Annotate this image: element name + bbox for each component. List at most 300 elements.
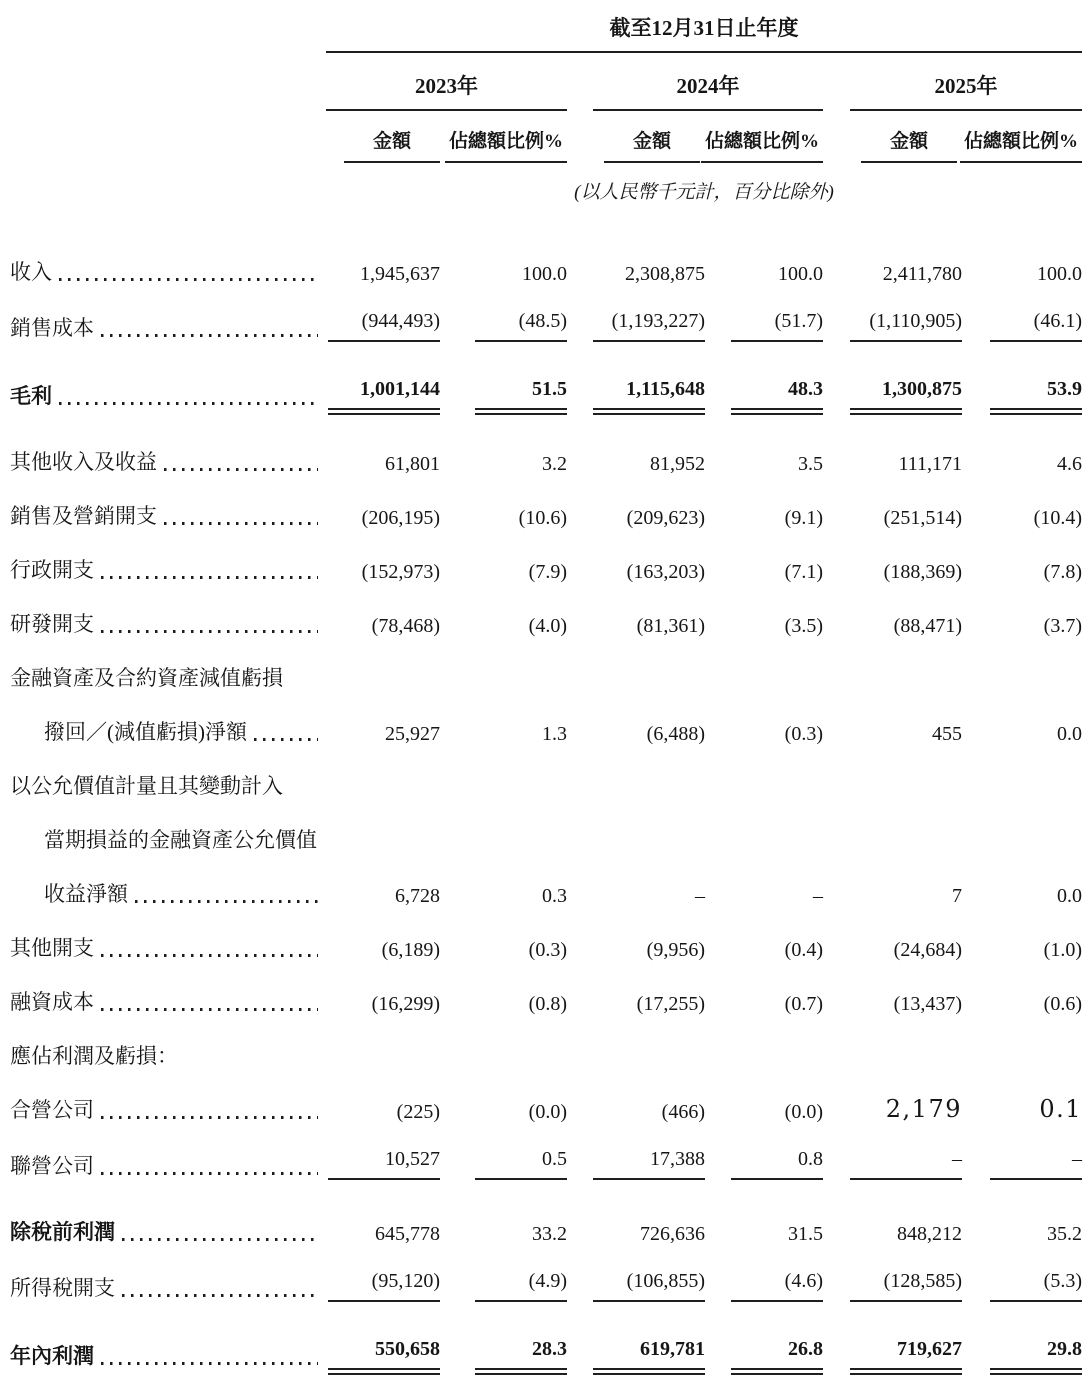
row-label-text: 行政開支	[10, 558, 94, 582]
amount-value: (466)	[661, 1101, 705, 1123]
pct-cell	[700, 596, 823, 650]
pct-cell	[957, 596, 1082, 650]
amount-value: (6,189)	[381, 939, 440, 961]
amount-value: 848,212	[897, 1223, 962, 1245]
row-label	[10, 704, 326, 758]
pct-value: (46.1)	[990, 310, 1082, 342]
amount-value: (209,623)	[626, 507, 705, 529]
column-gap	[567, 920, 593, 974]
dot-leader	[59, 402, 318, 405]
pct-column-header-2024: 佔總額比例%	[700, 110, 823, 163]
pct-value: 0.3	[542, 885, 567, 907]
pct-value: (3.5)	[784, 615, 823, 637]
column-gap	[567, 110, 593, 163]
pct-value: (10.4)	[1033, 507, 1082, 529]
table-row	[10, 596, 1082, 650]
amount-value: (152,973)	[361, 561, 440, 583]
amount-value: (13,437)	[893, 993, 962, 1015]
row-label	[10, 542, 326, 596]
amount-cell	[850, 1258, 962, 1318]
amount-value: –	[695, 885, 705, 907]
column-gap	[823, 812, 850, 866]
column-gap	[823, 596, 850, 650]
column-gap	[823, 488, 850, 542]
amount-cell	[593, 650, 700, 704]
amount-value: 455	[932, 723, 962, 745]
row-label-text: 其他收入及收益	[10, 450, 157, 474]
pct-value: (0.0)	[784, 1101, 823, 1123]
column-gap	[567, 1318, 593, 1386]
amount-value: (78,468)	[371, 615, 440, 637]
amount-cell	[593, 1136, 705, 1196]
amount-column-header-2025: 金額	[850, 110, 957, 163]
column-gap	[823, 1082, 850, 1136]
pct-value: 0.8	[731, 1148, 823, 1180]
amount-value: (188,369)	[883, 561, 962, 583]
dot-leader	[164, 468, 318, 471]
pct-cell	[440, 920, 567, 974]
column-gap	[823, 920, 850, 974]
pct-cell	[440, 1258, 567, 1318]
amount-value: 81,952	[650, 453, 705, 475]
pct-value: (0.0)	[528, 1101, 567, 1123]
column-gap	[567, 210, 593, 298]
pct-value: (0.3)	[528, 939, 567, 961]
pct-cell	[957, 1196, 1082, 1258]
amount-cell	[850, 1196, 962, 1258]
column-gap	[823, 1028, 850, 1082]
pct-value: 33.2	[532, 1223, 567, 1245]
year-header-row	[10, 52, 1082, 110]
amount-value: 2,179	[885, 1095, 962, 1124]
amount-cell	[326, 542, 440, 596]
pct-value: (1.0)	[1043, 939, 1082, 961]
amount-value: 61,801	[385, 453, 440, 475]
pct-cell	[957, 920, 1082, 974]
pct-value: (9.1)	[784, 507, 823, 529]
dot-leader	[122, 1294, 318, 1297]
pct-value: (0.7)	[784, 993, 823, 1015]
row-label-text: 收益淨額	[44, 882, 128, 906]
amount-value: (944,493)	[328, 310, 440, 342]
pct-cell	[440, 298, 567, 358]
row-label-text: 聯營公司	[10, 1154, 94, 1178]
amount-value: 25,927	[385, 723, 440, 745]
amount-cell	[593, 704, 705, 758]
amount-cell	[326, 426, 440, 488]
amount-value: 719,627	[850, 1338, 962, 1370]
table-row	[10, 488, 1082, 542]
column-gap	[823, 1318, 850, 1386]
amount-value: (163,203)	[626, 561, 705, 583]
amount-cell	[593, 542, 705, 596]
pct-cell	[440, 1196, 567, 1258]
row-label-text: 金融資產及合約資產減值虧損	[10, 666, 283, 690]
amount-cell	[593, 758, 700, 812]
row-label-text: 合營公司	[10, 1098, 94, 1122]
pct-value: 0.0	[1057, 723, 1082, 745]
amount-value: 550,658	[328, 1338, 440, 1370]
pct-value: 3.2	[542, 453, 567, 475]
amount-value: (106,855)	[593, 1270, 705, 1302]
column-gap	[823, 974, 850, 1028]
pct-value: 0.5	[475, 1148, 567, 1180]
year-header-2023: 2023年	[326, 52, 567, 110]
amount-value: (225)	[396, 1101, 440, 1123]
pct-cell	[700, 542, 823, 596]
column-gap	[823, 1136, 850, 1196]
pct-value: 100.0	[522, 263, 567, 285]
amount-value: 1,001,144	[328, 378, 440, 410]
amount-cell	[593, 1082, 705, 1136]
column-gap	[567, 52, 593, 110]
pct-cell	[957, 758, 1082, 812]
pct-cell	[440, 488, 567, 542]
dot-leader	[122, 1238, 318, 1241]
row-label-text: 除稅前利潤	[10, 1220, 115, 1244]
dot-leader	[101, 1116, 318, 1119]
table-row	[10, 358, 1082, 426]
amount-cell	[326, 758, 440, 812]
pct-value: 53.9	[990, 378, 1082, 410]
pct-value: 31.5	[788, 1223, 823, 1245]
table-row	[10, 704, 1082, 758]
row-label	[10, 920, 326, 974]
amount-cell	[326, 596, 440, 650]
pct-cell	[440, 210, 567, 298]
column-gap	[567, 426, 593, 488]
row-label-text: 當期損益的金融資產公允價值	[44, 828, 317, 852]
row-label	[10, 358, 326, 426]
table-row	[10, 650, 1082, 704]
column-gap	[567, 758, 593, 812]
pct-value: (4.0)	[528, 615, 567, 637]
pct-cell	[700, 1318, 823, 1386]
column-gap	[823, 1196, 850, 1258]
column-gap	[823, 704, 850, 758]
column-gap	[567, 704, 593, 758]
row-label	[10, 1136, 326, 1196]
table-row	[10, 812, 1082, 866]
amount-cell	[326, 704, 440, 758]
dot-leader	[101, 334, 318, 337]
dot-leader	[101, 630, 318, 633]
amount-cell	[593, 210, 705, 298]
pct-column-header-2023: 佔總額比例%	[440, 110, 567, 163]
amount-cell	[850, 426, 962, 488]
pct-cell	[440, 596, 567, 650]
pct-value: 100.0	[1037, 263, 1082, 285]
row-label	[10, 488, 326, 542]
pct-value: 3.5	[798, 453, 823, 475]
amount-cell	[593, 1318, 705, 1386]
pct-value: 26.8	[731, 1338, 823, 1370]
pct-value: 51.5	[475, 378, 567, 410]
pct-cell	[700, 298, 823, 358]
amount-value: 7	[952, 885, 962, 907]
pct-value: 0.0	[1057, 885, 1082, 907]
year-header-2025: 2025年	[850, 52, 1082, 110]
pct-cell	[957, 1082, 1082, 1136]
pct-cell	[957, 974, 1082, 1028]
row-label	[10, 974, 326, 1028]
amount-cell	[593, 1028, 700, 1082]
column-gap	[567, 1028, 593, 1082]
pct-value: 100.0	[778, 263, 823, 285]
row-label	[10, 1196, 326, 1258]
column-gap	[567, 542, 593, 596]
amount-cell	[850, 542, 962, 596]
amount-value: (88,471)	[893, 615, 962, 637]
amount-cell	[850, 758, 957, 812]
dot-leader	[164, 522, 318, 525]
pct-cell	[700, 758, 823, 812]
pct-value: (4.6)	[731, 1270, 823, 1302]
column-gap	[567, 866, 593, 920]
period-title-row	[10, 12, 1082, 52]
row-label	[10, 426, 326, 488]
pct-cell	[957, 1318, 1082, 1386]
amount-value: (24,684)	[893, 939, 962, 961]
amount-value: 10,527	[328, 1148, 440, 1180]
amount-cell	[850, 650, 957, 704]
pct-cell	[700, 1082, 823, 1136]
table-row	[10, 920, 1082, 974]
pct-cell	[957, 1136, 1082, 1196]
pct-cell	[700, 812, 823, 866]
amount-cell	[326, 1136, 440, 1196]
amount-cell	[326, 1196, 440, 1258]
column-gap	[567, 596, 593, 650]
amount-value: (81,361)	[636, 615, 705, 637]
amount-cell	[593, 298, 705, 358]
column-gap	[567, 1082, 593, 1136]
amount-value: 1,115,648	[593, 378, 705, 410]
pct-cell	[957, 704, 1082, 758]
pct-cell	[700, 650, 823, 704]
dot-leader	[101, 954, 318, 957]
pct-value: (0.3)	[784, 723, 823, 745]
amount-value: 2,308,875	[625, 263, 705, 285]
pct-value: (10.6)	[518, 507, 567, 529]
table-row	[10, 1028, 1082, 1082]
pct-value: (0.6)	[1043, 993, 1082, 1015]
pct-cell	[440, 1028, 567, 1082]
column-gap	[823, 210, 850, 298]
amount-cell	[593, 358, 705, 426]
amount-cell	[850, 812, 957, 866]
pct-value: (7.9)	[528, 561, 567, 583]
pct-value: (5.3)	[990, 1270, 1082, 1302]
amount-value: 1,945,637	[360, 263, 440, 285]
period-title: 截至12月31日止年度	[326, 12, 1082, 52]
pct-cell	[440, 1082, 567, 1136]
pct-cell	[700, 358, 823, 426]
pct-cell	[700, 1258, 823, 1318]
dot-leader	[101, 1172, 318, 1175]
amount-value: (206,195)	[361, 507, 440, 529]
pct-value: (7.8)	[1043, 561, 1082, 583]
row-label-text: 年內利潤	[10, 1344, 94, 1368]
pct-cell	[440, 974, 567, 1028]
pct-column-header-2025: 佔總額比例%	[957, 110, 1082, 163]
pct-value: (51.7)	[731, 310, 823, 342]
pct-value: 28.3	[475, 1338, 567, 1370]
unit-note: (以人民幣千元計，百分比除外)	[574, 182, 834, 203]
row-label	[10, 812, 326, 866]
amount-value: (95,120)	[328, 1270, 440, 1302]
amount-cell	[326, 1318, 440, 1386]
column-gap	[567, 812, 593, 866]
amount-cell	[326, 812, 440, 866]
row-label	[10, 596, 326, 650]
column-gap	[823, 426, 850, 488]
row-label-text: 應佔利潤及虧損：	[10, 1044, 178, 1068]
amount-cell	[326, 1028, 440, 1082]
amount-cell	[850, 1082, 962, 1136]
pct-cell	[957, 1258, 1082, 1318]
pct-value: –	[813, 885, 823, 907]
amount-cell	[326, 298, 440, 358]
column-gap	[567, 974, 593, 1028]
amount-cell	[326, 1082, 440, 1136]
table-row	[10, 1258, 1082, 1318]
dot-leader	[254, 738, 318, 741]
amount-value: (1,193,227)	[593, 310, 705, 342]
table-row	[10, 866, 1082, 920]
pct-value: –	[990, 1148, 1082, 1180]
amount-cell	[850, 974, 962, 1028]
amount-cell	[850, 1136, 962, 1196]
table-row	[10, 210, 1082, 298]
amount-value: (128,585)	[850, 1270, 962, 1302]
amount-cell	[850, 866, 962, 920]
pct-cell	[700, 974, 823, 1028]
row-label-text: 收入	[10, 260, 52, 284]
column-gap	[567, 1258, 593, 1318]
pct-cell	[440, 426, 567, 488]
row-label	[10, 1082, 326, 1136]
amount-value: (17,255)	[636, 993, 705, 1015]
pct-value: (7.1)	[784, 561, 823, 583]
amount-cell	[850, 210, 962, 298]
pct-cell	[700, 1136, 823, 1196]
column-gap	[823, 52, 850, 110]
amount-value: 726,636	[640, 1223, 705, 1245]
amount-value: 619,781	[593, 1338, 705, 1370]
amount-cell	[593, 974, 705, 1028]
pct-cell	[700, 866, 823, 920]
pct-value: 29.8	[990, 1338, 1082, 1370]
row-label-text: 銷售及營銷開支	[10, 504, 157, 528]
pct-cell	[957, 542, 1082, 596]
pct-value: (48.5)	[475, 310, 567, 342]
column-gap	[567, 298, 593, 358]
amount-cell	[850, 704, 962, 758]
row-label-text: 撥回／(減值虧損)淨額	[44, 720, 247, 744]
row-label	[10, 1258, 326, 1318]
pct-cell	[957, 650, 1082, 704]
pct-cell	[700, 1196, 823, 1258]
dot-leader	[135, 900, 318, 903]
amount-cell	[850, 298, 962, 358]
column-gap	[567, 488, 593, 542]
pct-cell	[957, 298, 1082, 358]
amount-cell	[326, 974, 440, 1028]
row-label	[10, 1028, 326, 1082]
pct-cell	[440, 358, 567, 426]
amount-cell	[850, 596, 962, 650]
amount-value: 6,728	[395, 885, 440, 907]
pct-cell	[957, 358, 1082, 426]
column-gap	[567, 650, 593, 704]
amount-cell	[326, 866, 440, 920]
amount-value: (1,110,905)	[850, 310, 962, 342]
income-statement-table	[10, 12, 1082, 1386]
amount-cell	[593, 866, 705, 920]
table-row	[10, 1136, 1082, 1196]
table-row	[10, 298, 1082, 358]
amount-cell	[326, 210, 440, 298]
pct-value: (0.4)	[784, 939, 823, 961]
pct-cell	[700, 426, 823, 488]
column-gap	[823, 758, 850, 812]
pct-value: (0.8)	[528, 993, 567, 1015]
table-row	[10, 1318, 1082, 1386]
amount-cell	[326, 488, 440, 542]
pct-value: 35.2	[1047, 1223, 1082, 1245]
pct-cell	[957, 812, 1082, 866]
amount-cell	[593, 1196, 705, 1258]
amount-value: –	[850, 1148, 962, 1180]
pct-value: 4.6	[1057, 453, 1082, 475]
table-row	[10, 1082, 1082, 1136]
pct-cell	[957, 210, 1082, 298]
table-row	[10, 974, 1082, 1028]
amount-column-header-2023: 金額	[326, 110, 440, 163]
amount-cell	[850, 488, 962, 542]
pct-cell	[700, 920, 823, 974]
pct-value: 1.3	[542, 723, 567, 745]
pct-cell	[440, 1136, 567, 1196]
pct-cell	[700, 210, 823, 298]
pct-cell	[440, 1318, 567, 1386]
row-label	[10, 210, 326, 298]
pct-value: 0.1	[1039, 1095, 1082, 1124]
pct-cell	[440, 650, 567, 704]
amount-value: 2,411,780	[882, 263, 962, 285]
amount-value: (16,299)	[371, 993, 440, 1015]
column-gap	[823, 298, 850, 358]
row-label	[10, 758, 326, 812]
amount-cell	[850, 1028, 957, 1082]
amount-cell	[593, 488, 705, 542]
column-header-row	[10, 110, 1082, 163]
amount-value: 1,300,875	[850, 378, 962, 410]
column-gap	[823, 542, 850, 596]
pct-cell	[957, 866, 1082, 920]
amount-cell	[326, 920, 440, 974]
amount-cell	[593, 1258, 705, 1318]
table-row	[10, 1196, 1082, 1258]
amount-value: (6,488)	[646, 723, 705, 745]
year-header-2024: 2024年	[593, 52, 823, 110]
dot-leader	[59, 278, 318, 281]
column-gap	[823, 110, 850, 163]
amount-cell	[850, 358, 962, 426]
column-gap	[823, 866, 850, 920]
pct-cell	[700, 704, 823, 758]
